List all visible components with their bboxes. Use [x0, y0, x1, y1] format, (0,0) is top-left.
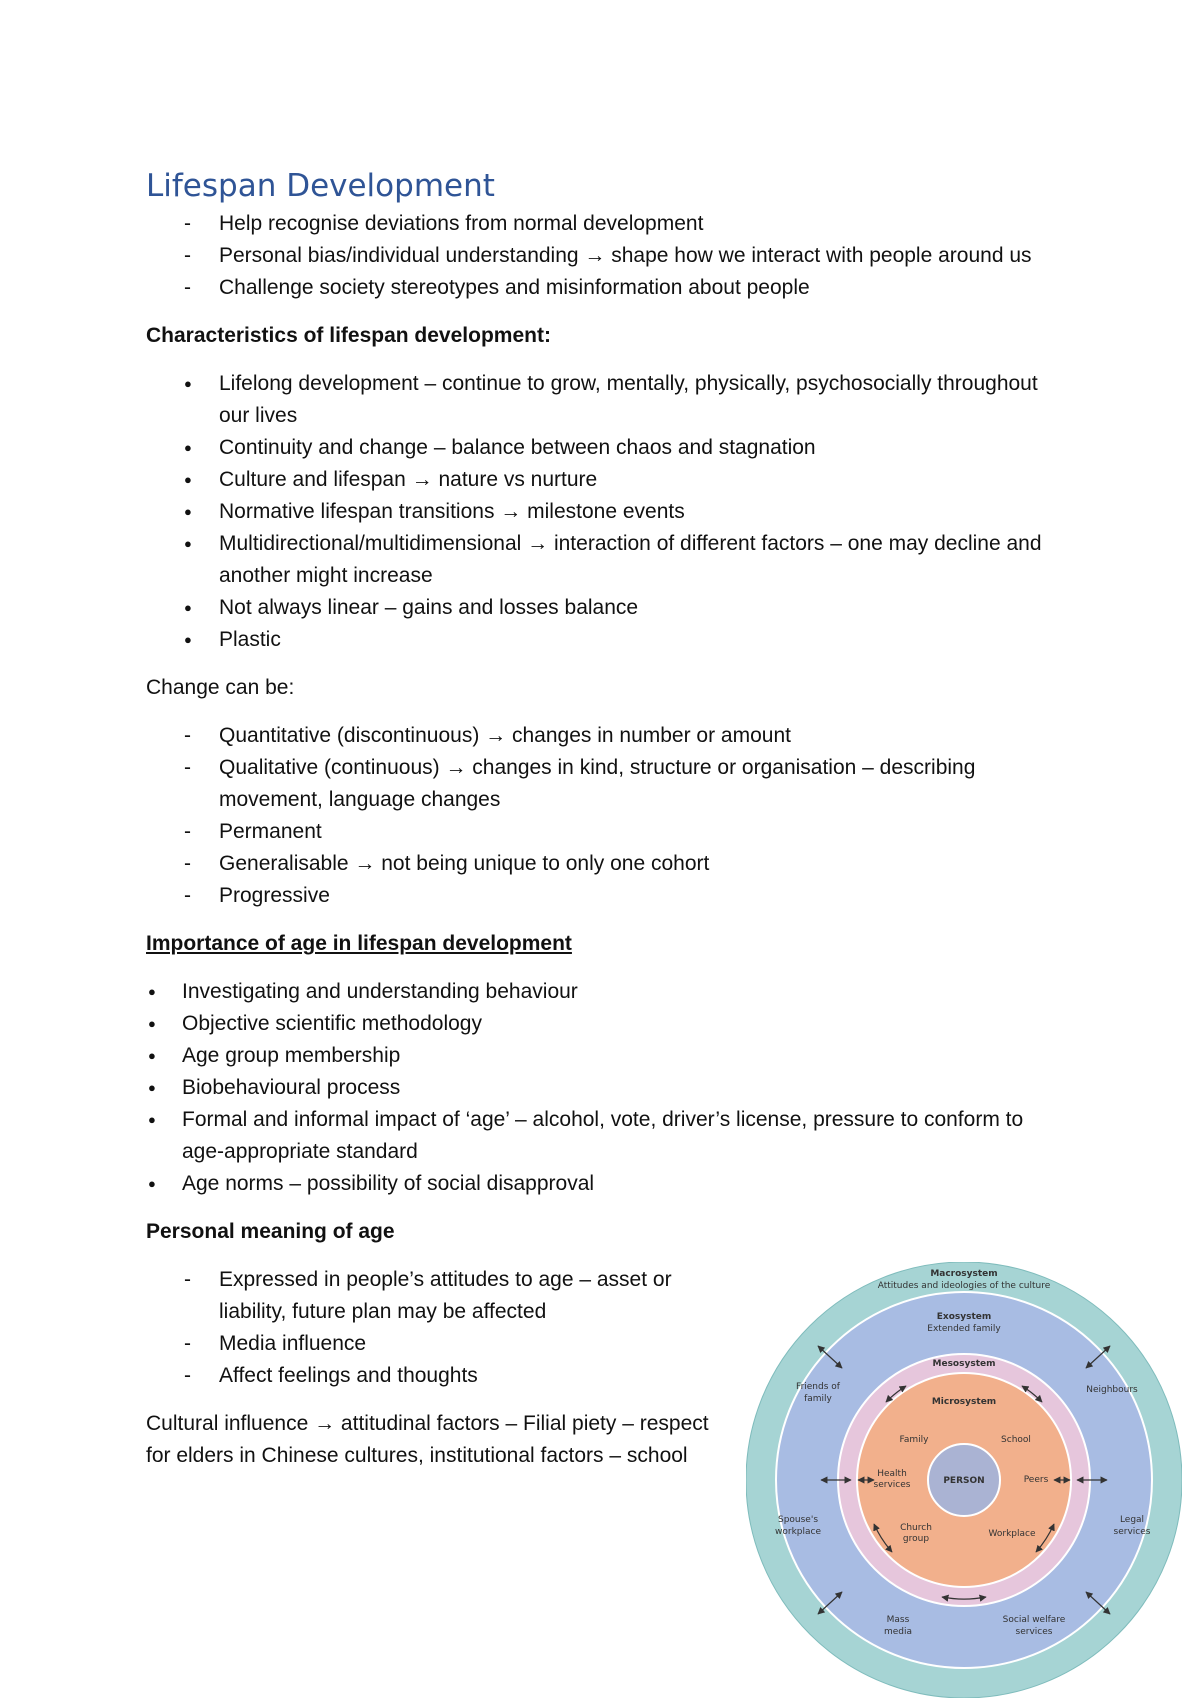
social-welfare-label: Social welfare — [1002, 1615, 1066, 1625]
personal-meaning-heading: Personal meaning of age — [146, 1220, 395, 1243]
person-label: PERSON — [943, 1476, 985, 1486]
list-item: ● Continuity and change – balance between chaos and stagnation — [146, 432, 1066, 464]
list-item: - Quantitative (discontinuous) → changes in number or amount — [146, 720, 1066, 752]
list-item: ● Culture and lifespan → nature vs nurture — [146, 464, 1066, 496]
health-label: Health — [877, 1469, 907, 1479]
list-item: - Challenge society stereotypes and misinformation about people — [146, 272, 1066, 304]
list-item: ● Age group membership — [146, 1040, 1066, 1072]
spouse-label-2: workplace — [775, 1527, 821, 1537]
church-label: Church — [900, 1523, 932, 1533]
list-item: - Permanent — [146, 816, 1066, 848]
age-importance-heading: Importance of age in lifespan development — [146, 932, 572, 955]
list-item: ● Biobehavioural process — [146, 1072, 1066, 1104]
page-title: Lifespan Development — [146, 168, 495, 204]
intro-list — [146, 208, 1066, 304]
list-item: ● Normative lifespan transitions → milestone events — [146, 496, 1066, 528]
characteristics-heading: Characteristics of lifespan development: — [146, 324, 551, 347]
school-label: School — [1001, 1435, 1031, 1445]
list-item: ● Plastic — [146, 624, 1066, 656]
list-item: - Generalisable → not being unique to only one cohort — [146, 848, 1066, 880]
list-item: ● Age norms – possibility of social disapproval — [146, 1168, 1066, 1200]
spouse-label: Spouse's — [777, 1515, 819, 1525]
age-importance-list — [146, 976, 1066, 1200]
peers-label: Peers — [1023, 1475, 1049, 1485]
list-item: ● Objective scientific methodology — [146, 1008, 1066, 1040]
friends-label-2: family — [804, 1394, 832, 1404]
legal-label: Legal — [1119, 1515, 1145, 1525]
macrosystem-sublabel: Attitudes and ideologies of the culture — [877, 1281, 1051, 1291]
change-heading: Change can be: — [146, 676, 295, 699]
exosystem-label: Exosystem — [936, 1312, 992, 1322]
family-label: Family — [899, 1435, 929, 1445]
health-label-2: services — [873, 1480, 911, 1490]
microsystem-label: Microsystem — [931, 1397, 997, 1407]
list-item: - Personal bias/individual understanding → shape how we interact with people around us — [146, 240, 1066, 272]
list-item: ● Not always linear – gains and losses balance — [146, 592, 1066, 624]
mesosystem-label: Mesosystem — [932, 1359, 996, 1369]
list-item: - Qualitative (continuous) → changes in kind, structure or organisation – describing movement, language changes — [146, 752, 1066, 816]
list-item: ● Formal and informal impact of ‘age’ – alcohol, vote, driver’s license, pressure to conform to age-appropriate standard — [146, 1104, 1066, 1168]
church-label-2: group — [902, 1534, 930, 1544]
mass-media-label-2: media — [883, 1627, 913, 1637]
list-item: - Progressive — [146, 880, 1066, 912]
list-item: - Expressed in people’s attitudes to age – asset or liability, future plan may be affected — [146, 1264, 716, 1328]
ecological-systems-diagram — [746, 1262, 1182, 1698]
list-item: - Affect feelings and thoughts — [146, 1360, 716, 1392]
personal-meaning-list — [146, 1264, 716, 1392]
social-welfare-label-2: services — [1015, 1627, 1053, 1637]
neighbours-label: Neighbours — [1086, 1385, 1138, 1395]
list-item: - Help recognise deviations from normal development — [146, 208, 1066, 240]
exosystem-sublabel: Extended family — [927, 1324, 1001, 1334]
macrosystem-label: Macrosystem — [930, 1269, 998, 1279]
list-item: ● Investigating and understanding behaviour — [146, 976, 1066, 1008]
characteristics-list — [146, 368, 1066, 656]
friends-label: Friends of — [796, 1382, 840, 1392]
list-item: ● Lifelong development – continue to grow, mentally, physically, psychosocially throughout our lives — [146, 368, 1066, 432]
list-item: ● Multidirectional/multidimensional → interaction of different factors – one may decline and another might increase — [146, 528, 1066, 592]
change-list — [146, 720, 1066, 912]
cultural-influence-paragraph: Cultural influence → attitudinal factors – Filial piety – respect for elders in Chinese cultures, institutional factors – school — [146, 1412, 709, 1467]
list-item: - Media influence — [146, 1328, 716, 1360]
workplace-label: Workplace — [988, 1529, 1036, 1539]
legal-label-2: services — [1113, 1527, 1151, 1537]
mass-media-label: Mass — [886, 1615, 910, 1625]
